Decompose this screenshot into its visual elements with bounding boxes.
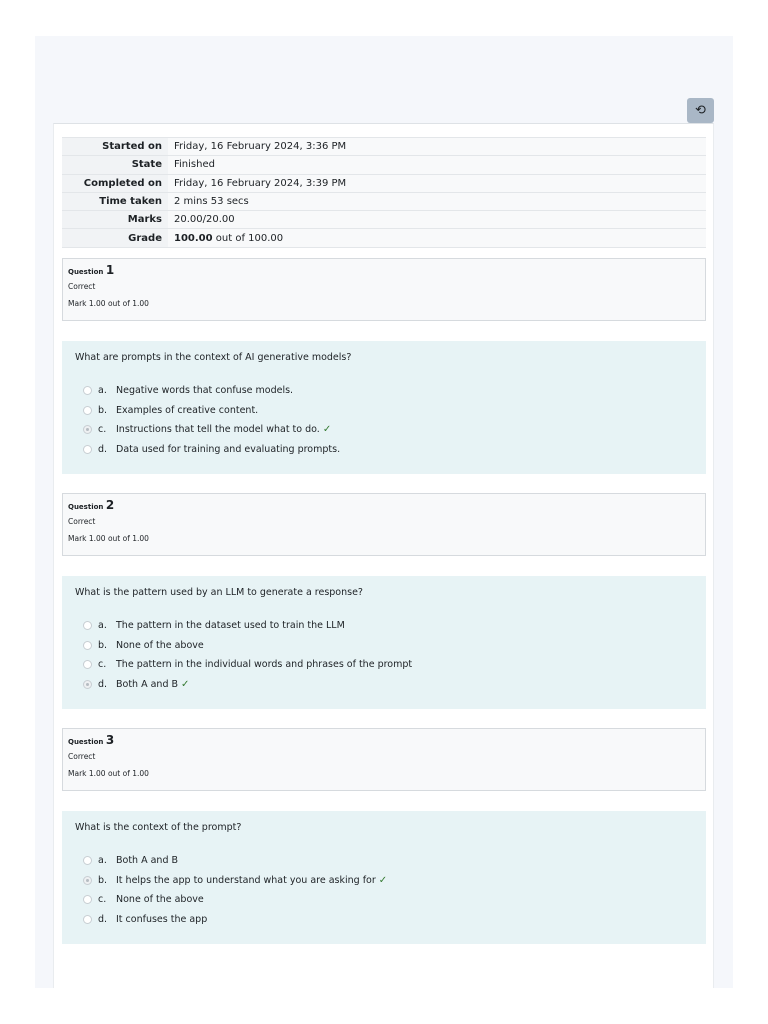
option-letter: c. xyxy=(98,424,107,436)
option-letter: d. xyxy=(98,913,108,925)
summary-label: Completed on xyxy=(62,174,168,192)
question-state: Correct xyxy=(68,282,96,291)
summary-value: 20.00/20.00 xyxy=(168,211,706,229)
summary-label: Started on xyxy=(62,138,168,156)
option-text: None of the above xyxy=(116,894,204,906)
question-prompt: What is the context of the prompt? xyxy=(75,822,242,833)
summary-label: State xyxy=(62,156,168,174)
question-num: 1 xyxy=(105,263,115,277)
summary-row-completed xyxy=(62,174,706,192)
radio-button-checked xyxy=(83,876,92,885)
option-letter: b. xyxy=(98,639,108,651)
summary-value xyxy=(168,229,706,247)
radio-button xyxy=(83,660,92,669)
question-num: 2 xyxy=(105,498,115,512)
answer-option xyxy=(75,851,693,871)
question-prefix: Question xyxy=(68,738,104,746)
summary-row-started xyxy=(62,138,706,156)
summary-value: 2 mins 53 secs xyxy=(168,192,706,210)
answer-option xyxy=(75,381,693,401)
page-region xyxy=(35,36,733,988)
option-text: None of the above xyxy=(116,639,204,651)
radio-button-checked xyxy=(83,680,92,689)
summary-value: Friday, 16 February 2024, 3:39 PM xyxy=(168,174,706,192)
question-3-content xyxy=(62,811,706,944)
question-state: Correct xyxy=(68,517,96,526)
option-text: Data used for training and evaluating prompts. xyxy=(116,443,341,455)
check-icon: ✓ xyxy=(181,678,190,690)
option-text: Examples of creative content. xyxy=(116,404,259,416)
option-letter: c. xyxy=(98,894,107,906)
answer-option xyxy=(75,910,693,930)
option-letter: b. xyxy=(98,874,108,886)
option-text: Instructions that tell the model what to do. xyxy=(116,424,320,436)
option-text: The pattern in the individual words and phrases of the prompt xyxy=(116,659,413,671)
option-text: It confuses the app xyxy=(116,913,208,925)
summary-value: Finished xyxy=(168,156,706,174)
summary-row-grade xyxy=(62,229,706,247)
option-letter: a. xyxy=(98,855,107,867)
answer-list xyxy=(75,381,693,459)
summary-value: Friday, 16 February 2024, 3:36 PM xyxy=(168,138,706,156)
question-number xyxy=(68,498,700,514)
question-2-info xyxy=(62,493,706,556)
radio-button xyxy=(83,386,92,395)
option-letter: c. xyxy=(98,659,107,671)
radio-button xyxy=(83,915,92,924)
answer-option xyxy=(75,616,693,636)
question-1-info xyxy=(62,258,706,321)
answer-option-selected xyxy=(75,420,693,440)
answer-option xyxy=(75,636,693,656)
history-icon[interactable]: ⟲ xyxy=(687,98,714,123)
attempt-summary-table xyxy=(62,137,706,248)
question-prefix: Question xyxy=(68,503,104,511)
question-prefix: Question xyxy=(68,268,104,276)
grade-score: 100.00 xyxy=(174,232,213,244)
question-grade: Mark 1.00 out of 1.00 xyxy=(68,299,149,308)
summary-label: Grade xyxy=(62,229,168,247)
answer-option xyxy=(75,890,693,910)
answer-option xyxy=(75,655,693,675)
summary-row-marks xyxy=(62,211,706,229)
radio-button-checked xyxy=(83,425,92,434)
question-grade: Mark 1.00 out of 1.00 xyxy=(68,534,149,543)
answer-option-selected xyxy=(75,675,693,695)
radio-button xyxy=(83,641,92,650)
answer-list xyxy=(75,616,693,694)
summary-label: Time taken xyxy=(62,192,168,210)
grade-total: out of 100.00 xyxy=(212,232,284,244)
question-number xyxy=(68,733,700,749)
question-1-content xyxy=(62,341,706,474)
radio-button xyxy=(83,406,92,415)
answer-option-selected xyxy=(75,871,693,891)
radio-button xyxy=(83,895,92,904)
option-text: Both A and B xyxy=(116,678,179,690)
radio-button xyxy=(83,621,92,630)
question-state: Correct xyxy=(68,752,96,761)
summary-row-state xyxy=(62,156,706,174)
question-grade: Mark 1.00 out of 1.00 xyxy=(68,769,149,778)
option-text: Negative words that confuse models. xyxy=(116,385,294,397)
radio-button xyxy=(83,445,92,454)
option-letter: d. xyxy=(98,678,108,690)
summary-label: Marks xyxy=(62,211,168,229)
option-letter: d. xyxy=(98,443,108,455)
check-icon: ✓ xyxy=(322,424,332,436)
radio-button xyxy=(83,856,92,865)
question-3-info xyxy=(62,728,706,791)
summary-row-time-taken xyxy=(62,192,706,210)
question-2-content xyxy=(62,576,706,709)
option-text: It helps the app to understand what you are asking for xyxy=(116,874,376,886)
option-text: The pattern in the dataset used to train the LLM xyxy=(116,620,345,632)
answer-option xyxy=(75,440,693,460)
answer-option xyxy=(75,401,693,421)
option-letter: b. xyxy=(98,404,108,416)
option-letter: a. xyxy=(98,620,107,632)
question-prompt: What are prompts in the context of AI generative models? xyxy=(75,352,352,363)
quiz-review-content xyxy=(53,123,714,988)
option-letter: a. xyxy=(98,385,107,397)
question-num: 3 xyxy=(105,733,115,747)
check-icon: ✓ xyxy=(378,874,388,886)
option-text: Both A and B xyxy=(116,855,179,867)
question-number xyxy=(68,263,700,279)
answer-list xyxy=(75,851,693,929)
question-prompt: What is the pattern used by an LLM to generate a response? xyxy=(75,587,363,598)
